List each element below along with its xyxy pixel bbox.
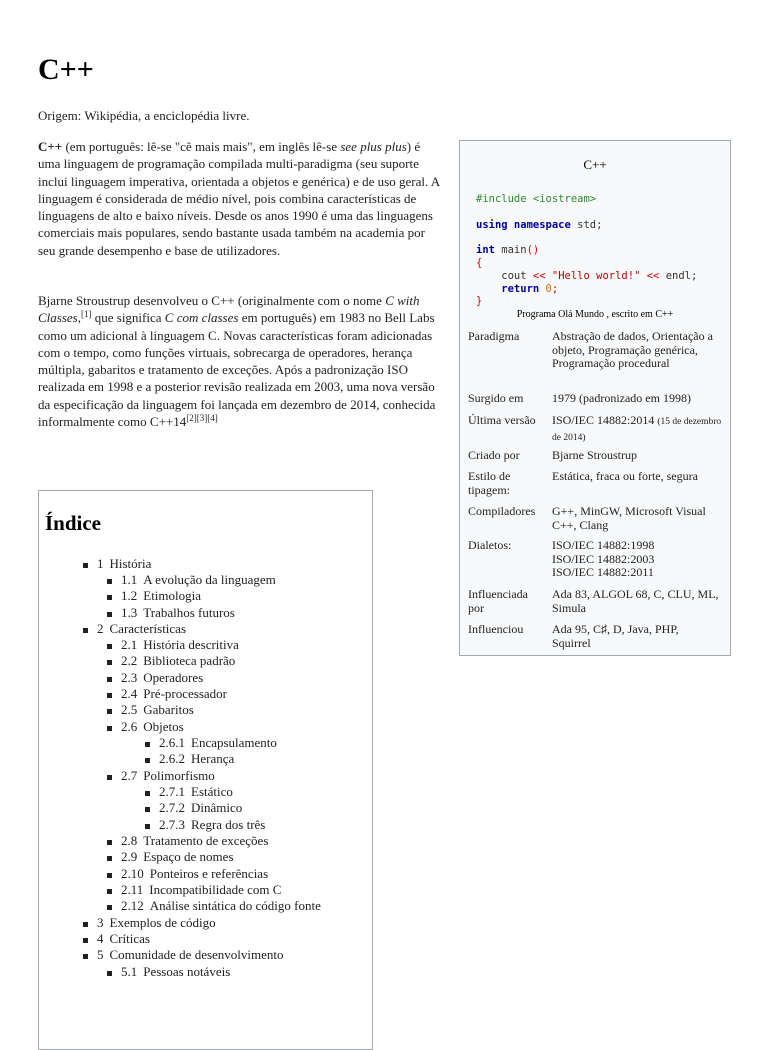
toc-text[interactable]: Exemplos de código <box>109 915 216 930</box>
toc-number: 1 <box>97 556 104 571</box>
code-string: "Hello world!" <box>545 269 647 282</box>
toc-number: 2.9 <box>121 849 138 864</box>
row-value[interactable]: G++, MinGW, Microsoft Visual C++, Clang <box>552 504 706 532</box>
row-value[interactable]: Ada 95, C♯, D, Java, PHP, Squirrel <box>552 622 679 650</box>
toc-number: 2.7 <box>121 768 138 783</box>
toc-number: 5 <box>97 947 104 962</box>
toc-text[interactable]: Polimorfismo <box>143 768 215 783</box>
toc-text[interactable]: História descritiva <box>143 637 239 652</box>
toc-text[interactable]: A evolução da linguagem <box>143 572 276 587</box>
toc-item[interactable] <box>159 751 234 767</box>
toc-item[interactable] <box>121 702 194 718</box>
toc-text[interactable]: Pessoas notáveis <box>143 964 231 979</box>
row-label: Última versão <box>468 413 536 427</box>
toc-text[interactable]: Regra dos três <box>191 817 266 832</box>
toc-item[interactable] <box>121 572 276 588</box>
toc-item[interactable] <box>121 719 184 735</box>
toc-text[interactable]: Gabaritos <box>143 702 194 717</box>
code-operator: () <box>526 244 540 257</box>
code-include: #include <iostream> <box>476 193 597 205</box>
version-value[interactable]: ISO/IEC 14882:2014 <box>552 413 655 427</box>
toc-number: 2 <box>97 621 104 636</box>
toc-text[interactable]: Etimologia <box>143 588 202 603</box>
toc-number: 1.3 <box>121 605 138 620</box>
row-value[interactable]: Ada 83, ALGOL 68, C, CLU, ML, Simula <box>552 587 719 615</box>
toc-text[interactable]: Dinâmico <box>191 800 243 815</box>
code-number: 0 <box>539 282 552 295</box>
toc-number: 1.2 <box>121 588 138 603</box>
code-brace: { <box>476 256 483 269</box>
origin-note: Origem: Wikipédia, a enciclopédia livre. <box>38 108 250 123</box>
code-caption: Programa Olá Mundo , escrito em C++ <box>516 309 674 320</box>
intro-paragraph <box>38 138 443 259</box>
text-italic: see plus plus <box>340 139 407 154</box>
toc-number: 2.3 <box>121 670 138 685</box>
toc-text[interactable]: Estático <box>191 784 233 799</box>
text-span: ) é uma linguagem de programação compilada multi-paradigma (seu suporte inclui linguagem imperativa, orientada a objetos e genérica) e de uso geral. A linguagem é considerada de médio nível, pois combina características de linguagens de alto e baixo níveis. Desde os anos 1990 é uma das linguagens comerciais mais populares, sendo bastante usada também na academia por seu grande desempenho e base de utilizadores. <box>38 139 440 258</box>
code-keyword: return <box>476 282 540 295</box>
toc-number: 1.1 <box>121 572 138 587</box>
toc-item[interactable] <box>121 833 268 849</box>
toc-text[interactable]: Comunidade de desenvolvimento <box>109 947 284 962</box>
toc-text[interactable]: Trabalhos futuros <box>143 605 235 620</box>
toc-text[interactable]: Ponteiros e referências <box>149 866 269 881</box>
toc-text[interactable]: Incompatibilidade com C <box>149 882 282 897</box>
code-operator: ; <box>551 282 559 295</box>
toc-number: 2.6.2 <box>159 751 185 766</box>
toc-item[interactable] <box>121 898 321 914</box>
toc-text[interactable]: Características <box>109 621 187 636</box>
history-paragraph <box>38 292 443 430</box>
reference-link[interactable]: [1] <box>80 309 92 320</box>
infobox-title: C++ <box>583 157 607 172</box>
toc-number: 2.7.3 <box>159 817 185 832</box>
toc-number: 2.12 <box>121 898 144 913</box>
toc-number: 2.1 <box>121 637 138 652</box>
toc-item[interactable] <box>121 768 215 784</box>
toc-item[interactable] <box>121 637 239 653</box>
toc-number: 2.7.1 <box>159 784 185 799</box>
toc-item[interactable] <box>159 800 242 816</box>
toc-item[interactable] <box>159 817 265 833</box>
toc-text[interactable]: Objetos <box>143 719 184 734</box>
toc-item[interactable] <box>121 588 201 604</box>
code-text: endl; <box>659 269 698 282</box>
code-text: cout <box>476 269 533 282</box>
page-title: C++ <box>38 53 94 86</box>
toc-number: 2.2 <box>121 653 138 668</box>
toc-item[interactable] <box>97 931 150 947</box>
toc-item[interactable] <box>121 866 268 882</box>
toc-text[interactable]: Análise sintática do código fonte <box>149 898 321 913</box>
text-span: , <box>77 310 81 326</box>
text-span: em português) em 1983 no Bell Labs como um adicional à linguagem C. Novas características foram adicionadas com o tempo, como funções virtuais, sobrecarga de operadores, herança múltipla, gabaritos e tratamento de exceções. Após a padronização ISO realizada em 1998 e a posterior revisão realizada em 2003, uma nova versão da especificação da linguagem foi lançada em dezembro de 2014, conhecida informalmente como C++14 <box>38 310 436 430</box>
row-label: Influenciada por <box>468 587 528 615</box>
toc-number: 5.1 <box>121 964 138 979</box>
toc-item[interactable] <box>97 915 216 931</box>
toc-item[interactable] <box>159 784 233 800</box>
row-label: Influenciou <box>468 622 524 636</box>
code-sample <box>476 193 697 308</box>
toc-text[interactable]: Operadores <box>143 670 204 685</box>
row-label: Dialetos: <box>468 538 512 552</box>
toc-number: 2.10 <box>121 866 144 881</box>
toc-title: Índice <box>45 511 102 535</box>
infobox <box>459 140 731 656</box>
row-label: Compiladores <box>468 504 536 518</box>
row-label: Paradigma <box>468 329 520 343</box>
code-keyword: int <box>476 244 495 257</box>
toc-item[interactable] <box>97 947 284 963</box>
toc-text[interactable]: Biblioteca padrão <box>143 653 236 668</box>
code-text: main <box>494 244 527 257</box>
toc-item[interactable] <box>121 653 235 669</box>
row-label: Criado por <box>468 448 520 462</box>
toc-text[interactable]: Críticas <box>109 931 150 946</box>
toc-item[interactable] <box>121 882 281 898</box>
toc-number: 3 <box>97 915 104 930</box>
code-text: std; <box>570 218 603 231</box>
toc-item[interactable] <box>121 670 203 686</box>
toc-text[interactable]: Herança <box>191 751 235 766</box>
row-value[interactable]: Estática, fraca ou forte, segura <box>552 469 698 483</box>
table-of-contents <box>38 490 373 1050</box>
toc-item[interactable] <box>121 849 234 865</box>
toc-number: 2.7.2 <box>159 800 185 815</box>
toc-number: 2.8 <box>121 833 138 848</box>
toc-number: 4 <box>97 931 104 946</box>
text-span: (em português: lê-se "cê mais mais", em inglês lê-se <box>62 139 341 154</box>
toc-number: 2.6 <box>121 719 138 734</box>
text-italic: C com classes <box>164 310 239 326</box>
toc-item[interactable] <box>159 735 277 751</box>
toc-number: 2.6.1 <box>159 735 185 750</box>
toc-number: 2.5 <box>121 702 138 717</box>
text-italic: C with Classes <box>38 293 420 326</box>
row-label: Surgido em <box>468 391 524 405</box>
toc-text[interactable]: Pré-processador <box>143 686 227 701</box>
row-value[interactable]: ISO/IEC 14882:1998 ISO/IEC 14882:2003 ISO/IEC 14882:2011 <box>552 538 655 580</box>
reference-links[interactable]: [2][3][4] <box>186 413 218 424</box>
toc-item[interactable] <box>121 605 235 621</box>
version-date: (15 de dezembro de 2014) <box>552 417 722 443</box>
toc-item[interactable] <box>121 964 230 980</box>
toc-item[interactable] <box>97 621 186 637</box>
row-value[interactable]: Abstração de dados, Orientação a objeto, Programação genérica, Programação procedural <box>552 329 713 371</box>
toc-text[interactable]: Espaço de nomes <box>143 849 234 864</box>
code-brace: } <box>476 295 483 308</box>
toc-text[interactable]: Encapsulamento <box>191 735 277 750</box>
toc-item[interactable] <box>97 556 151 572</box>
code-keyword: using namespace <box>476 218 571 231</box>
toc-text[interactable]: Tratamento de exceções <box>143 833 269 848</box>
toc-number: 2.4 <box>121 686 138 701</box>
toc-text[interactable]: História <box>109 556 152 571</box>
row-label: Estilo de tipagem: <box>468 469 511 497</box>
toc-number: 2.11 <box>121 882 144 897</box>
row-value <box>552 414 730 445</box>
row-value[interactable]: Bjarne Stroustrup <box>552 448 637 462</box>
text-span: que significa <box>91 310 165 326</box>
text-span: Bjarne Stroustrup desenvolveu o C++ (originalmente com o nome <box>38 293 386 308</box>
row-value: 1979 (padronizado em 1998) <box>552 391 691 405</box>
term-bold: C++ <box>38 139 63 154</box>
toc-item[interactable] <box>121 686 227 702</box>
code-operator: << <box>532 269 546 282</box>
code-operator: << <box>646 269 660 282</box>
